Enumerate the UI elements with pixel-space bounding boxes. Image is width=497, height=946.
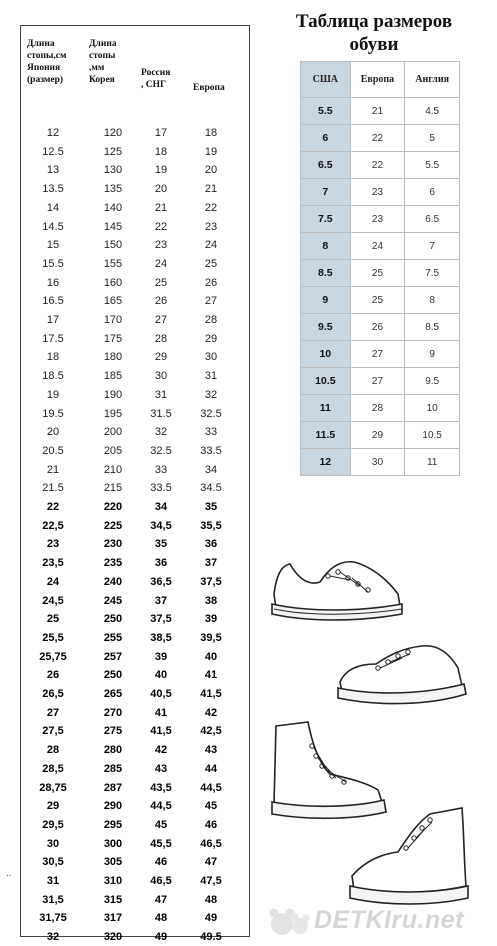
europe-size-cell: 24 [204, 239, 218, 252]
england-size-cell: 7.5 [405, 260, 460, 287]
usa-size-cell: 11 [301, 395, 351, 422]
usa-size-cell: 9.5 [301, 314, 351, 341]
japan-size-cell: 25,5 [42, 631, 64, 644]
korea-mm-cell: 287 [103, 781, 123, 794]
russia-size-cell: 36,5 [150, 575, 172, 588]
russia-size-cell: 31.5 [150, 407, 172, 420]
japan-size-cell: 14.5 [42, 220, 64, 233]
england-size-cell: 8 [405, 287, 460, 314]
table-row [21, 592, 249, 610]
table-row [21, 741, 249, 759]
bear-logo-icon [268, 904, 312, 938]
europe-size-cell: 44,5 [200, 781, 222, 794]
europe-size-cell: 47,5 [200, 875, 222, 887]
russia-size-cell: 29 [154, 351, 168, 364]
russia-size-cell: 44,5 [150, 800, 172, 813]
europe-size-cell: 26 [204, 276, 218, 289]
europe-size-cell: 35 [204, 501, 218, 513]
japan-size-cell: 23,5 [42, 557, 64, 570]
russia-size-cell: 32 [154, 426, 168, 439]
size-table-right [300, 61, 460, 476]
japan-size-cell: 22,5 [42, 519, 64, 532]
korea-mm-cell: 295 [103, 818, 123, 831]
usa-size-cell: 7 [301, 179, 351, 206]
right-table-body [301, 98, 460, 476]
europe-size-cell: 39,5 [200, 631, 222, 644]
europe-size-cell: 23 [350, 206, 405, 233]
table-row [301, 179, 460, 206]
europe-size-cell: 31 [204, 370, 218, 383]
russia-size-cell: 36 [154, 557, 168, 570]
table-row [21, 891, 249, 909]
europe-size-cell: 41 [204, 669, 218, 682]
japan-size-cell: 19.5 [42, 407, 64, 420]
europe-size-cell: 36 [204, 538, 218, 551]
korea-mm-cell: 315 [103, 893, 123, 906]
table-row [301, 395, 460, 422]
korea-mm-cell: 125 [103, 145, 123, 158]
usa-size-cell: 12 [301, 449, 351, 476]
table-row [21, 517, 249, 535]
korea-mm-cell: 170 [103, 314, 123, 326]
stray-dots: .. [6, 868, 12, 879]
japan-size-cell: 27 [46, 706, 60, 719]
russia-size-cell: 40,5 [150, 688, 172, 700]
europe-size-cell: 46 [204, 818, 218, 831]
table-row [21, 835, 249, 853]
usa-size-cell: 11.5 [301, 422, 351, 449]
russia-size-cell: 17 [154, 127, 168, 139]
europe-size-cell: 44 [204, 762, 218, 775]
table-row [21, 554, 249, 572]
russia-size-cell: 26 [154, 295, 168, 308]
europe-size-cell: 42,5 [200, 725, 222, 738]
table-row [21, 573, 249, 591]
korea-mm-cell: 270 [103, 706, 123, 719]
europe-size-cell: 47 [204, 856, 218, 869]
table-row [21, 218, 249, 236]
table-row [301, 287, 460, 314]
europe-size-cell: 23 [204, 220, 218, 233]
table-row [21, 760, 249, 778]
table-row [21, 199, 249, 217]
usa-size-cell: 9 [301, 287, 351, 314]
europe-size-cell: 21 [204, 183, 218, 196]
russia-size-cell: 49 [154, 931, 168, 944]
usa-size-cell: 10.5 [301, 368, 351, 395]
table-row [301, 422, 460, 449]
russia-size-cell: 41 [154, 706, 168, 719]
table-row [21, 479, 249, 497]
table-row [21, 779, 249, 797]
japan-size-cell: 12.5 [42, 145, 64, 158]
table-row [21, 274, 249, 292]
table-row [21, 292, 249, 310]
korea-mm-cell: 285 [103, 762, 123, 775]
japan-size-cell: 25 [46, 613, 60, 626]
russia-size-cell: 27 [154, 314, 168, 326]
japan-size-cell: 16 [46, 276, 60, 289]
japan-size-cell: 23 [46, 538, 60, 551]
table-row [21, 311, 249, 329]
korea-mm-cell: 210 [103, 463, 123, 476]
russia-size-cell: 28 [154, 332, 168, 345]
table-row [301, 98, 460, 125]
europe-size-cell: 49.5 [200, 931, 222, 944]
table-row [21, 648, 249, 666]
russia-size-cell: 25 [154, 276, 168, 289]
japan-size-cell: 31 [46, 875, 60, 887]
left-table-body [21, 26, 249, 944]
korea-mm-cell: 160 [103, 276, 123, 289]
japan-size-cell: 17.5 [42, 332, 64, 345]
japan-size-cell: 14 [46, 201, 60, 214]
europe-size-cell: 19 [204, 145, 218, 158]
europe-size-cell: 22 [350, 152, 405, 179]
page-title: Таблица размеров обуви [295, 11, 453, 55]
table-row [21, 704, 249, 722]
russia-size-cell: 39 [154, 650, 168, 663]
header-usa: США [301, 62, 351, 98]
japan-size-cell: 31,5 [42, 893, 64, 906]
japan-size-cell: 18 [46, 351, 60, 364]
table-row [21, 797, 249, 815]
europe-size-cell: 29 [350, 422, 405, 449]
japan-size-cell: 31,75 [39, 912, 67, 925]
europe-size-cell: 34 [204, 463, 218, 476]
europe-size-cell: 39 [204, 613, 218, 626]
table-row [301, 368, 460, 395]
russia-size-cell: 24 [154, 257, 168, 270]
russia-size-cell: 42 [154, 744, 168, 757]
korea-mm-cell: 230 [103, 538, 123, 551]
korea-mm-cell: 250 [103, 669, 123, 682]
europe-size-cell: 25 [350, 260, 405, 287]
usa-size-cell: 7.5 [301, 206, 351, 233]
japan-size-cell: 19 [46, 388, 60, 401]
header-russia: Россия , СНГ [141, 68, 171, 90]
europe-size-cell: 28 [350, 395, 405, 422]
russia-size-cell: 30 [154, 370, 168, 383]
sneaker-high-icon [346, 800, 476, 910]
europe-size-cell: 32 [204, 388, 218, 401]
europe-size-cell: 28 [204, 314, 218, 326]
usa-size-cell: 5.5 [301, 98, 351, 125]
russia-size-cell: 38,5 [150, 631, 172, 644]
russia-size-cell: 37,5 [150, 613, 172, 626]
england-size-cell: 11 [405, 449, 460, 476]
korea-mm-cell: 317 [103, 912, 123, 925]
europe-size-cell: 43 [204, 744, 218, 757]
korea-mm-cell: 120 [103, 127, 123, 139]
europe-size-cell: 18 [204, 127, 218, 139]
korea-mm-cell: 215 [103, 482, 123, 495]
korea-mm-cell: 250 [103, 613, 123, 626]
russia-size-cell: 45 [154, 818, 168, 831]
korea-mm-cell: 275 [103, 725, 123, 738]
japan-size-cell: 30 [46, 837, 60, 850]
korea-mm-cell: 205 [103, 444, 123, 457]
japan-size-cell: 15.5 [42, 257, 64, 270]
table-row [21, 330, 249, 348]
header-england: Англия [405, 62, 460, 98]
usa-size-cell: 10 [301, 341, 351, 368]
korea-mm-cell: 305 [103, 856, 123, 869]
japan-size-cell: 28,75 [39, 781, 67, 794]
europe-size-cell: 37,5 [200, 575, 222, 588]
korea-mm-cell: 280 [103, 744, 123, 757]
europe-size-cell: 46,5 [200, 837, 222, 850]
england-size-cell: 4.5 [405, 98, 460, 125]
table-row [21, 666, 249, 684]
table-row [301, 233, 460, 260]
europe-size-cell: 33 [204, 426, 218, 439]
russia-size-cell: 31 [154, 388, 168, 401]
europe-size-cell: 24 [350, 233, 405, 260]
europe-size-cell: 33.5 [200, 444, 222, 457]
korea-mm-cell: 240 [103, 575, 123, 588]
table-row [301, 125, 460, 152]
korea-mm-cell: 245 [103, 594, 123, 607]
russia-size-cell: 19 [154, 164, 168, 177]
japan-size-cell: 21 [46, 463, 60, 476]
japan-size-cell: 15 [46, 239, 60, 252]
korea-mm-cell: 140 [103, 201, 123, 214]
japan-size-cell: 22 [46, 501, 60, 513]
korea-mm-cell: 255 [103, 631, 123, 644]
russia-size-cell: 43 [154, 762, 168, 775]
japan-size-cell: 28 [46, 744, 60, 757]
watermark [268, 904, 488, 940]
korea-mm-cell: 257 [103, 650, 123, 663]
russia-size-cell: 34 [154, 501, 168, 513]
japan-size-cell: 26 [46, 669, 60, 682]
england-size-cell: 9.5 [405, 368, 460, 395]
table-row [21, 535, 249, 553]
russia-size-cell: 20 [154, 183, 168, 196]
japan-size-cell: 26,5 [42, 688, 64, 700]
europe-size-cell: 29 [204, 332, 218, 345]
europe-size-cell: 27 [350, 341, 405, 368]
europe-size-cell: 30 [350, 449, 405, 476]
size-table-left [20, 25, 250, 944]
korea-mm-cell: 185 [103, 370, 123, 383]
table-row [301, 152, 460, 179]
table-row [21, 124, 249, 142]
russia-size-cell: 41,5 [150, 725, 172, 738]
table-row [21, 629, 249, 647]
europe-size-cell: 49 [204, 912, 218, 925]
korea-mm-cell: 135 [103, 183, 123, 196]
table-row [21, 386, 249, 404]
table-row [21, 722, 249, 740]
europe-size-cell: 22 [350, 125, 405, 152]
korea-mm-cell: 150 [103, 239, 123, 252]
europe-size-cell: 37 [204, 557, 218, 570]
england-size-cell: 7 [405, 233, 460, 260]
europe-size-cell: 42 [204, 706, 218, 719]
korea-mm-cell: 175 [103, 332, 123, 345]
russia-size-cell: 33 [154, 463, 168, 476]
korea-mm-cell: 310 [103, 875, 123, 887]
russia-size-cell: 48 [154, 912, 168, 925]
russia-size-cell: 22 [154, 220, 168, 233]
table-row [21, 610, 249, 628]
table-row [21, 348, 249, 366]
korea-mm-cell: 195 [103, 407, 123, 420]
russia-size-cell: 23 [154, 239, 168, 252]
europe-size-cell: 35,5 [200, 519, 222, 532]
england-size-cell: 5 [405, 125, 460, 152]
korea-mm-cell: 235 [103, 557, 123, 570]
russia-size-cell: 46 [154, 856, 168, 869]
russia-size-cell: 40 [154, 669, 168, 682]
table-row [21, 816, 249, 834]
table-row [21, 143, 249, 161]
europe-size-cell: 48 [204, 893, 218, 906]
table-row [21, 853, 249, 871]
korea-mm-cell: 165 [103, 295, 123, 308]
header-europe: Европа [193, 83, 225, 93]
russia-size-cell: 37 [154, 594, 168, 607]
japan-size-cell: 27,5 [42, 725, 64, 738]
england-size-cell: 5.5 [405, 152, 460, 179]
table-row [301, 206, 460, 233]
england-size-cell: 8.5 [405, 314, 460, 341]
russia-size-cell: 43,5 [150, 781, 172, 794]
europe-size-cell: 23 [350, 179, 405, 206]
europe-size-cell: 27 [350, 368, 405, 395]
header-korea: Длина стопы ,мм Корея [89, 39, 117, 85]
england-size-cell: 10.5 [405, 422, 460, 449]
russia-size-cell: 33.5 [150, 482, 172, 495]
japan-size-cell: 25,75 [39, 650, 67, 663]
header-japan: Длина стопы,см Япония (размер) [27, 39, 67, 85]
europe-size-cell: 41,5 [200, 688, 222, 700]
japan-size-cell: 12 [46, 127, 60, 139]
right-table-header [301, 62, 460, 98]
table-row [21, 367, 249, 385]
europe-size-cell: 26 [350, 314, 405, 341]
table-row [21, 909, 249, 927]
europe-size-cell: 27 [204, 295, 218, 308]
usa-size-cell: 6 [301, 125, 351, 152]
korea-mm-cell: 290 [103, 800, 123, 813]
watermark-text: DETKIru.net [314, 906, 464, 934]
europe-size-cell: 40 [204, 650, 218, 663]
usa-size-cell: 8 [301, 233, 351, 260]
england-size-cell: 6.5 [405, 206, 460, 233]
table-row [21, 236, 249, 254]
table-row [21, 498, 249, 516]
korea-mm-cell: 320 [103, 931, 123, 944]
korea-mm-cell: 300 [103, 837, 123, 850]
table-row [21, 872, 249, 890]
table-row [301, 260, 460, 287]
russia-size-cell: 21 [154, 201, 168, 214]
europe-size-cell: 20 [204, 164, 218, 177]
russia-size-cell: 18 [154, 145, 168, 158]
england-size-cell: 6 [405, 179, 460, 206]
korea-mm-cell: 200 [103, 426, 123, 439]
header-europe-right: Европа [350, 62, 405, 98]
korea-mm-cell: 225 [103, 519, 123, 532]
sneaker-low-icon [332, 634, 472, 714]
table-row [21, 461, 249, 479]
russia-size-cell: 45,5 [150, 837, 172, 850]
japan-size-cell: 29 [46, 800, 60, 813]
russia-size-cell: 46,5 [150, 875, 172, 887]
table-row [21, 442, 249, 460]
japan-size-cell: 30,5 [42, 856, 64, 869]
russia-size-cell: 47 [154, 893, 168, 906]
table-row [21, 180, 249, 198]
europe-size-cell: 34.5 [200, 482, 222, 495]
table-row [301, 314, 460, 341]
japan-size-cell: 24 [46, 575, 60, 588]
europe-size-cell: 45 [204, 800, 218, 813]
russia-size-cell: 34,5 [150, 519, 172, 532]
usa-size-cell: 6.5 [301, 152, 351, 179]
japan-size-cell: 16.5 [42, 295, 64, 308]
table-row [21, 161, 249, 179]
table-row [301, 341, 460, 368]
sneaker-low-icon [268, 548, 408, 628]
japan-size-cell: 24,5 [42, 594, 64, 607]
korea-mm-cell: 130 [103, 164, 123, 177]
korea-mm-cell: 145 [103, 220, 123, 233]
japan-size-cell: 13.5 [42, 183, 64, 196]
korea-mm-cell: 190 [103, 388, 123, 401]
england-size-cell: 9 [405, 341, 460, 368]
japan-size-cell: 29,5 [42, 818, 64, 831]
usa-size-cell: 8.5 [301, 260, 351, 287]
korea-mm-cell: 180 [103, 351, 123, 364]
table-row [21, 405, 249, 423]
europe-size-cell: 21 [350, 98, 405, 125]
japan-size-cell: 20.5 [42, 444, 64, 457]
europe-size-cell: 30 [204, 351, 218, 364]
table-row [21, 685, 249, 703]
korea-mm-cell: 155 [103, 257, 123, 270]
korea-mm-cell: 220 [103, 501, 123, 513]
japan-size-cell: 32 [46, 931, 60, 944]
japan-size-cell: 18.5 [42, 370, 64, 383]
korea-mm-cell: 265 [103, 688, 123, 700]
europe-size-cell: 25 [204, 257, 218, 270]
table-row [21, 928, 249, 946]
europe-size-cell: 38 [204, 594, 218, 607]
japan-size-cell: 21.5 [42, 482, 64, 495]
japan-size-cell: 20 [46, 426, 60, 439]
table-row [301, 449, 460, 476]
japan-size-cell: 28,5 [42, 762, 64, 775]
england-size-cell: 10 [405, 395, 460, 422]
europe-size-cell: 22 [204, 201, 218, 214]
japan-size-cell: 17 [46, 314, 60, 326]
table-row [21, 423, 249, 441]
europe-size-cell: 32.5 [200, 407, 222, 420]
russia-size-cell: 32.5 [150, 444, 172, 457]
table-row [21, 255, 249, 273]
russia-size-cell: 35 [154, 538, 168, 551]
europe-size-cell: 25 [350, 287, 405, 314]
japan-size-cell: 13 [46, 164, 60, 177]
